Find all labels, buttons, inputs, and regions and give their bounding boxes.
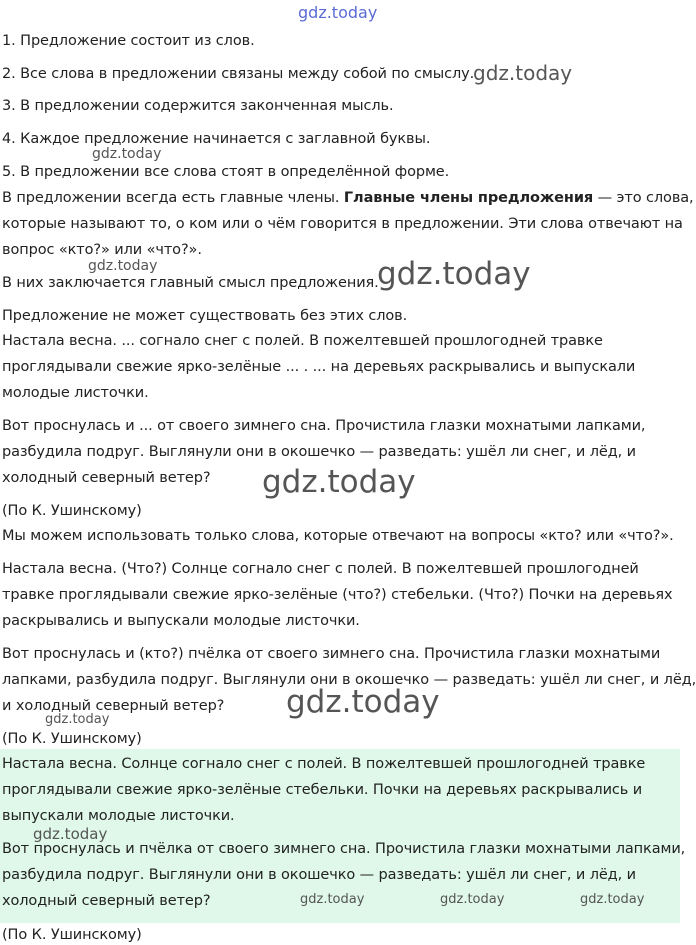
answer-line: проглядывали свежие ярко-зелёные стебельки. Почки на деревьях раскрывались и	[2, 782, 643, 798]
task-line: холодный северный ветер?	[2, 470, 211, 486]
main-members-line: В предложении всегда есть главные члены. Главные члены предложения — это слова,	[2, 190, 694, 206]
questions-line: травке проглядывали свежие ярко-зелёные (что?) стебельки. (Что?) Почки на деревьях	[2, 587, 673, 603]
task-line: молодые листочки.	[2, 385, 149, 401]
task-line: Настала весна. ... согнало снег с полей. В пожелтевшей прошлогодней травке	[2, 333, 603, 349]
main-members-line: Предложение не может существовать без этих слов.	[2, 308, 408, 324]
questions-line: Вот проснулась и (кто?) пчёлка от своего зимнего сна. Прочистила глазки мохнатыми	[2, 646, 661, 662]
answer-line: холодный северный ветер?	[2, 893, 211, 909]
main-members-line: вопрос «кто?» или «что?».	[2, 242, 202, 258]
watermark: gdz.today	[377, 256, 531, 292]
watermark: gdz.today	[262, 464, 416, 500]
main-members-term: Главные члены предложения	[343, 190, 594, 206]
watermark: gdz.today	[473, 61, 573, 85]
questions-line: и холодный северный ветер?	[2, 698, 225, 714]
watermark: gdz.today	[286, 684, 440, 720]
answer-line: Вот проснулась и пчёлка от своего зимнего сна. Прочистила глазки мохнатыми лапками,	[2, 841, 686, 857]
answer-line: разбудила подруг. Выглянули они в окошечко — разведать: ушёл ли снег, и лёд, и	[2, 867, 636, 883]
questions-line: лапками, разбудила подруг. Выглянули они в окошечко — разведать: ушёл ли снег, и лёд,	[2, 672, 696, 688]
watermark: gdz.today	[580, 892, 645, 907]
rule-item: 2. Все слова в предложении связаны между собой по смыслу.	[2, 66, 475, 82]
source-credit: (По К. Ушинскому)	[2, 731, 142, 747]
rule-item: 4. Каждое предложение начинается с заглавной буквы.	[2, 131, 431, 147]
questions-line: Настала весна. (Что?) Солнце согнало снег с полей. В пожелтевшей прошлогодней	[2, 561, 639, 577]
main-members-line: которые называют то, о ком или о чём говорится в предложении. Эти слова отвечают на	[2, 216, 683, 232]
watermark: gdz.today	[88, 258, 158, 274]
main-members-line: В них заключается главный смысл предложения.	[2, 275, 379, 291]
source-credit: (По К. Ушинскому)	[2, 927, 142, 943]
watermark: gdz.today	[300, 892, 365, 907]
rule-item: 1. Предложение состоит из слов.	[2, 33, 255, 49]
task-line: проглядывали свежие ярко-зелёные ... . ... на деревьях раскрывались и выпускали	[2, 359, 636, 375]
watermark: gdz.today	[45, 712, 110, 727]
answer-line: выпускали молодые листочки.	[2, 808, 235, 824]
questions-line: раскрывались и выпускали молодые листочки.	[2, 613, 360, 629]
hint-line: Мы можем использовать только слова, которые отвечают на вопросы «кто? или «что?».	[2, 528, 674, 544]
watermark-top: gdz.today	[298, 3, 378, 22]
rule-item: 3. В предложении содержится законченная мысль.	[2, 98, 394, 114]
watermark: gdz.today	[440, 892, 505, 907]
watermark: gdz.today	[33, 825, 108, 843]
source-credit: (По К. Ушинскому)	[2, 503, 142, 519]
rule-item: 5. В предложении все слова стоят в определённой форме.	[2, 164, 450, 180]
watermark: gdz.today	[92, 146, 162, 162]
answer-line: Настала весна. Солнце согнало снег с полей. В пожелтевшей прошлогодней травке	[2, 756, 646, 772]
task-line: разбудила подруг. Выглянули они в окошечко — разведать: ушёл ли снег, и лёд, и	[2, 444, 636, 460]
task-line: Вот проснулась и ... от своего зимнего сна. Прочистила глазки мохнатыми лапками,	[2, 418, 646, 434]
